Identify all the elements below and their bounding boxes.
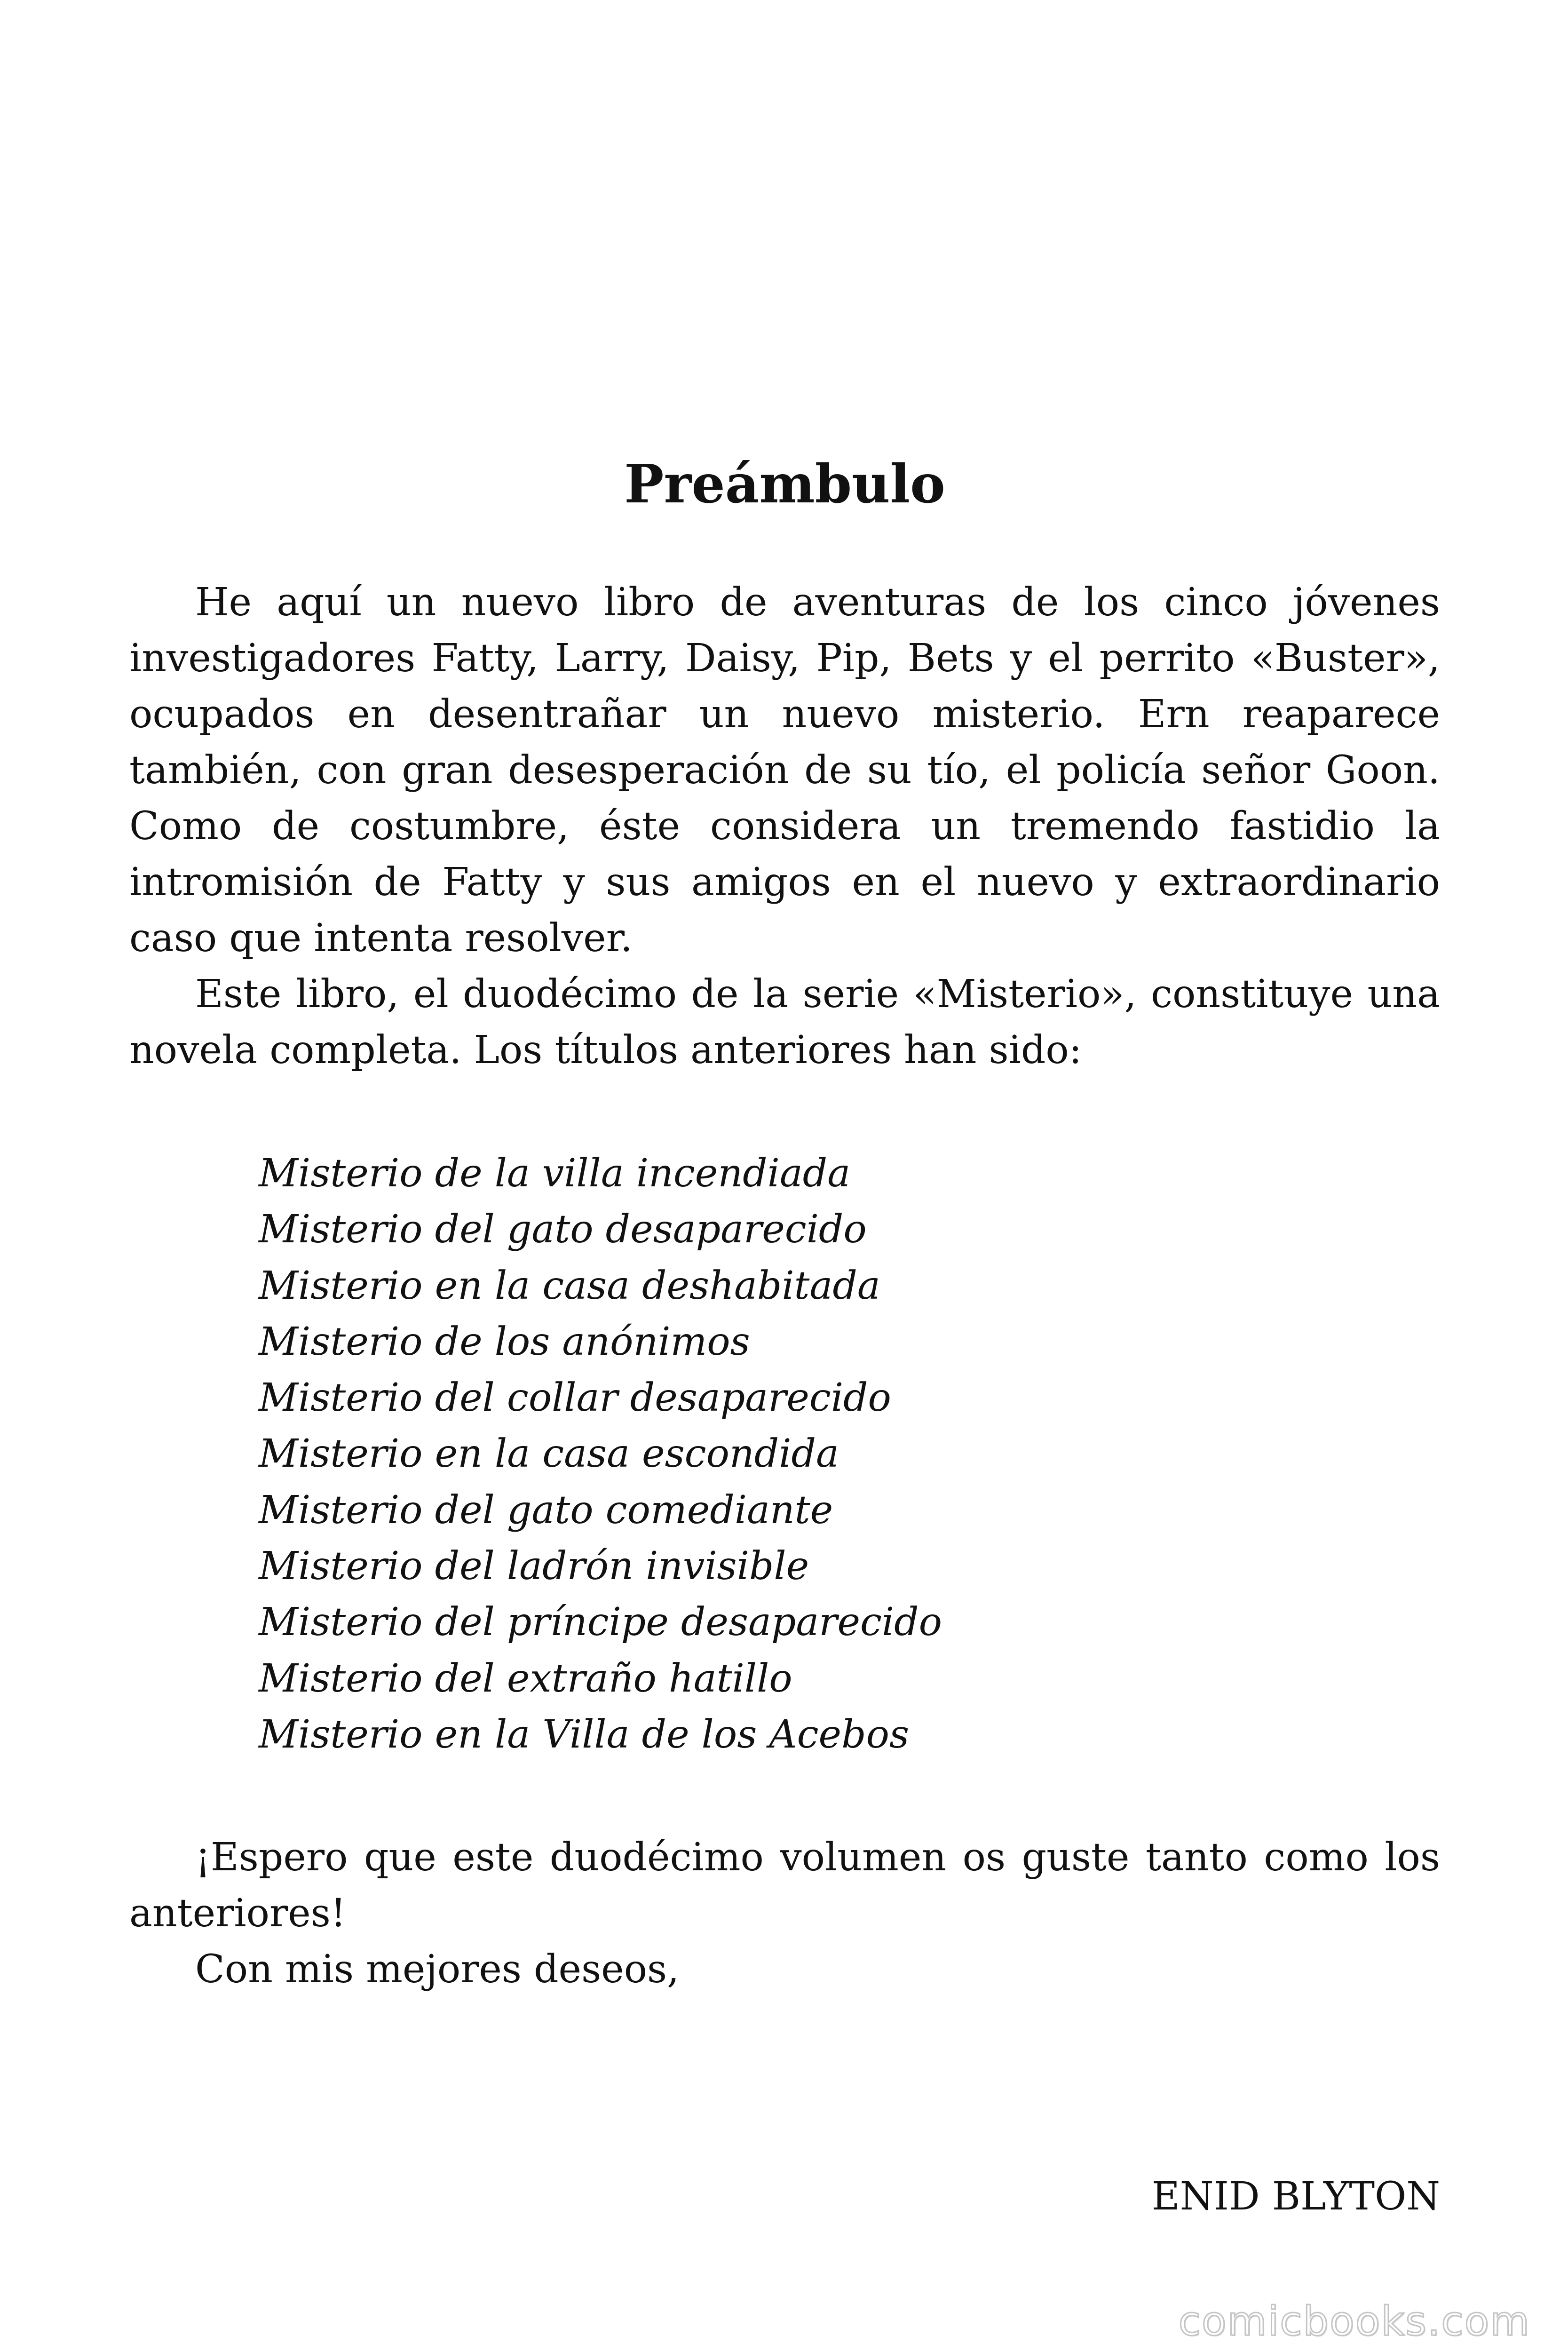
list-item: Misterio en la casa escondida	[259, 1431, 839, 1477]
list-item: Misterio del ladrón invisible	[259, 1544, 809, 1589]
list-item: Misterio en la casa deshabitada	[259, 1263, 880, 1308]
intro-paragraph: He aquí un nuevo libro de aventuras de los cinco jóvenes investigadores Fatty, Larry, Daisy, Pip, Bets y el perrito «Buster», ocupados en desentrañar un nuevo misterio. Ern reaparece también, con gran desesperación de su tío, el policía señor Goon. Como de costumbre, éste considera un tremendo fastidio la intromisión de Fatty y sus amigos en el nuevo y extraordinario caso que intenta resolver.	[129, 580, 1440, 961]
list-item: Misterio de los anónimos	[259, 1319, 750, 1364]
closing-paragraph: ¡Espero que este duodécimo volumen os guste tanto como los anteriores!	[129, 1835, 1440, 1936]
chapter-title: Preámbulo	[624, 453, 945, 515]
series-paragraph: Este libro, el duodécimo de la serie «Misterio», constituye una novela completa. Los títulos anteriores han sido:	[129, 972, 1440, 1073]
list-item: Misterio en la Villa de los Acebos	[259, 1712, 910, 1757]
list-item: Misterio del gato desaparecido	[259, 1207, 867, 1252]
author-signature: ENID BLYTON	[1151, 2174, 1440, 2219]
list-item: Misterio del collar desaparecido	[259, 1375, 891, 1421]
list-item: Misterio del príncipe desaparecido	[259, 1600, 942, 1645]
watermark: comicbooks.com	[1178, 2298, 1530, 2345]
list-item: Misterio del gato comediante	[259, 1487, 833, 1533]
farewell-line: Con mis mejores deseos,	[195, 1947, 680, 1992]
list-item: Misterio del extraño hatillo	[259, 1656, 792, 1701]
previous-titles-list	[259, 1145, 942, 1763]
list-item: Misterio de la villa incendiada	[259, 1151, 851, 1196]
book-page	[129, 0, 1440, 2352]
